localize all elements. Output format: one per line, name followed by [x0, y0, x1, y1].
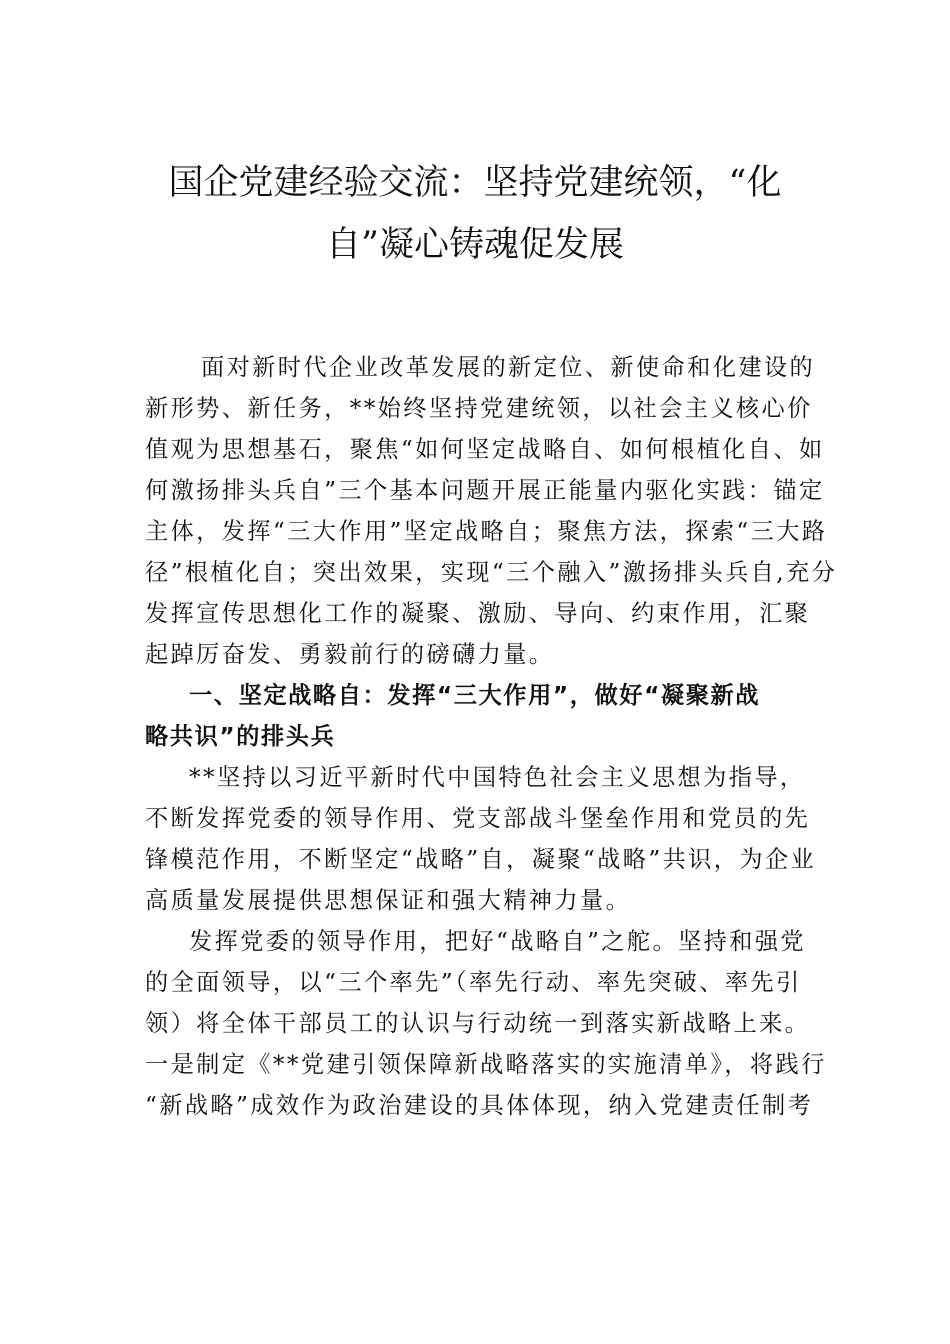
text-line: 锋模范作用，不断坚定“战略”自，凝聚“战略”共识，为企业	[145, 846, 817, 873]
section-heading	[145, 675, 810, 757]
title-line: 国企党建经验交流：坚持党建统领，“化	[168, 163, 782, 203]
text-line: 发挥宣传思想化工作的凝聚、激励、导向、约束作用，汇聚	[145, 600, 811, 627]
paragraph-party-committee	[145, 921, 827, 1126]
title-line: 自”凝心铸魂促发展	[326, 225, 624, 265]
text-line: 领）将全体干部员工的认识与行动统一到落实新战略上来。	[145, 1010, 811, 1037]
paragraph-section-intro	[145, 757, 817, 921]
paragraph-intro	[145, 347, 838, 675]
text-line: 值观为思想基石，聚焦“如何坚定战略自、如何根植化自、如	[145, 436, 825, 463]
text-line: 径”根植化自；突出效果，实现“三个融入”激扬排头兵自,充分	[145, 559, 838, 586]
document-title	[145, 152, 805, 276]
text-line: 主体，发挥“三大作用”坚定战略自；聚焦方法，探索“三大路	[145, 518, 828, 545]
text-line: 一是制定《**党建引领保障新战略落实的实施清单》，将践行	[145, 1051, 827, 1078]
heading-line: 一、坚定战略自：发挥“三大作用”，做好“凝聚新战	[189, 682, 761, 709]
text-line: 何激扬排头兵自”三个基本问题开展正能量内驱化实践：锚定	[145, 477, 825, 504]
text-line: 面对新时代企业改革发展的新定位、新使命和化建设的	[201, 354, 816, 381]
heading-line: 略共识”的排头兵	[145, 723, 336, 750]
text-line: 起踔厉奋发、勇毅前行的磅礴力量。	[145, 641, 555, 668]
text-line: 的全面领导，以“三个率先”（率先行动、率先突破、率先引	[145, 969, 802, 996]
text-line: 高质量发展提供思想保证和强大精神力量。	[145, 887, 632, 914]
document-body	[145, 347, 838, 1126]
text-line: 不断发挥党委的领导作用、党支部战斗堡垒作用和党员的先	[145, 805, 811, 832]
text-line: **坚持以习近平新时代中国特色社会主义思想为指导，	[189, 764, 806, 791]
text-line: “新战略”成效作为政治建设的具体体现，纳入党建责任制考	[145, 1092, 814, 1119]
text-line: 新形势、新任务，**始终坚持党建统领，以社会主义核心价	[145, 395, 813, 422]
text-line: 发挥党委的领导作用，把好“战略自”之舵。坚持和强党	[189, 928, 807, 955]
